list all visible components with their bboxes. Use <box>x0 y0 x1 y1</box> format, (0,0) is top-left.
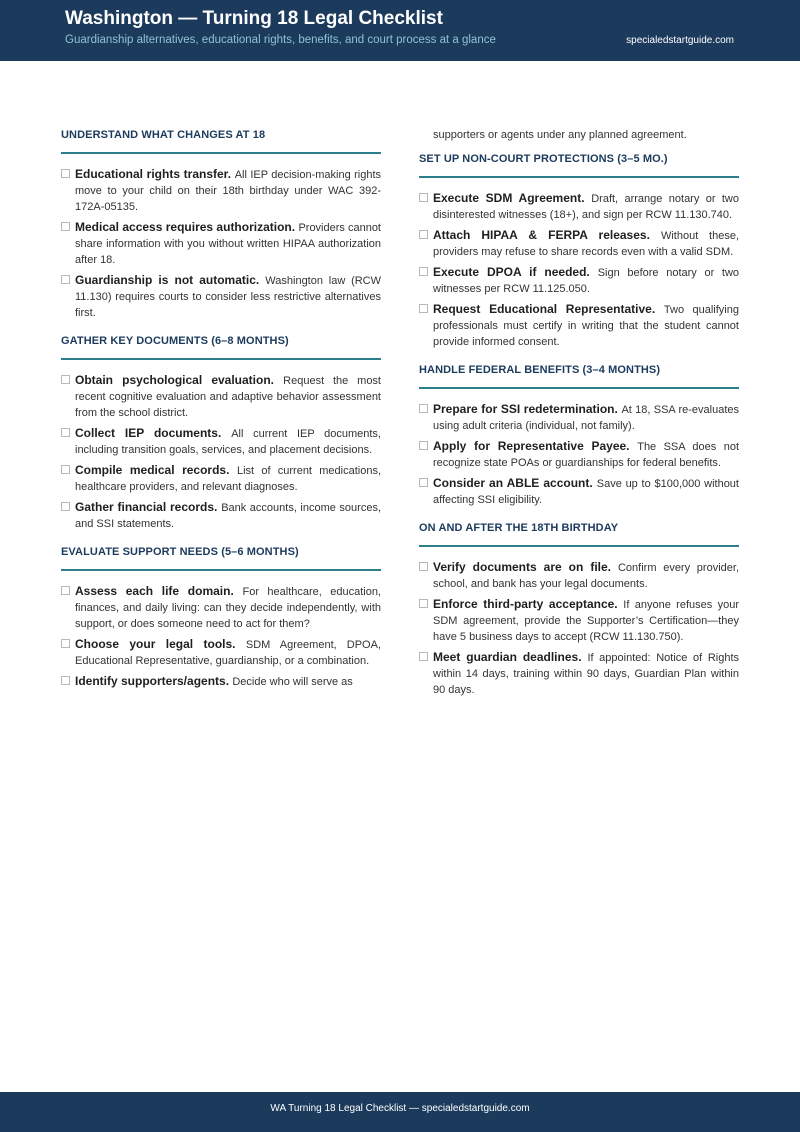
item-title: Apply for Representative Payee. <box>433 439 638 453</box>
item-text: Bank accounts, income sources, and SSI statements. <box>75 502 382 530</box>
item-title: Guardianship is not automatic. <box>75 273 266 287</box>
section-after-18th-birthday <box>419 522 739 698</box>
checkbox[interactable] <box>61 676 70 685</box>
checklist-item <box>419 401 739 434</box>
right-column <box>419 129 739 712</box>
item-text: Request the most recent cognitive evaluation and adaptive behavior assessment from the school district. <box>75 375 381 419</box>
item-text: Providers cannot share information with you without written HIPAA authorization after 18. <box>75 222 381 266</box>
page-subtitle: Guardianship alternatives, educational rights, benefits, and court process at a glance <box>65 34 496 46</box>
item-text: All current IEP documents, including transition goals, services, and placement decisions. <box>75 428 381 456</box>
item-text: The SSA does not recognize state POAs or guardianships for federal benefits. <box>433 441 739 469</box>
page-header <box>0 0 800 61</box>
item-title: Attach HIPAA & FERPA releases. <box>433 228 661 242</box>
checklist-item <box>419 438 739 471</box>
checklist-item <box>419 596 739 645</box>
section-title: HANDLE FEDERAL BENEFITS (3–4 MONTHS) <box>419 364 739 389</box>
item-text: Without these, providers may refuse to share records even with a valid SDM. <box>433 230 739 258</box>
footer-text: WA Turning 18 Legal Checklist — specialedstartguide.com <box>270 1103 530 1114</box>
checklist-item <box>61 372 381 421</box>
checkbox[interactable] <box>419 193 428 202</box>
checkbox[interactable] <box>419 230 428 239</box>
item-title: Compile medical records. <box>75 463 237 477</box>
header-url: specialedstartguide.com <box>626 35 734 46</box>
item-title: Execute DPOA if needed. <box>433 265 598 279</box>
checklist-item <box>61 272 381 321</box>
checklist-item <box>61 636 381 669</box>
checklist-item <box>419 227 739 260</box>
item-title: Educational rights transfer. <box>75 167 235 181</box>
checklist-item <box>419 301 739 350</box>
item-text: For healthcare, education, finances, and daily living: can they decide independently, with support, or does someone need to act for them? <box>75 586 381 630</box>
section-understand-changes <box>61 129 381 321</box>
item-text: All IEP decision-making rights move to your child on their 18th birthday under WAC 392-172A-05135. <box>75 169 381 213</box>
checklist-item <box>61 462 381 495</box>
item-text: List of current medications, healthcare providers, and relevant diagnoses. <box>75 465 381 493</box>
checkbox[interactable] <box>61 465 70 474</box>
item-text: Decide who will serve as <box>232 676 353 688</box>
checkbox[interactable] <box>419 404 428 413</box>
left-column <box>61 129 381 704</box>
item-title: Request Educational Representative. <box>433 302 664 316</box>
item-title: Enforce third-party acceptance. <box>433 597 624 611</box>
checkbox[interactable] <box>419 562 428 571</box>
section-evaluate-support <box>61 546 381 690</box>
checklist-item <box>61 219 381 268</box>
checklist-item <box>419 264 739 297</box>
checklist-item <box>419 649 739 698</box>
checkbox[interactable] <box>61 586 70 595</box>
section-title: EVALUATE SUPPORT NEEDS (5–6 MONTHS) <box>61 546 381 571</box>
checklist-item <box>61 583 381 632</box>
item-text: Draft, arrange notary or two disinterested witnesses (18+), and sign per RCW 11.130.740. <box>433 193 739 221</box>
item-title: Choose your legal tools. <box>75 637 246 651</box>
item-text: If anyone refuses your SDM agreement, provide the Supporter’s Certification—they have 5 business days to accept (RCW 11.130.750). <box>433 599 740 643</box>
item-title: Consider an ABLE account. <box>433 476 597 490</box>
section-title: GATHER KEY DOCUMENTS (6–8 MONTHS) <box>61 335 381 360</box>
checkbox[interactable] <box>61 169 70 178</box>
checkbox[interactable] <box>61 222 70 231</box>
checkbox[interactable] <box>61 275 70 284</box>
item-text: Sign before notary or two witnesses per RCW 11.125.050. <box>433 267 740 295</box>
item-text: Confirm every provider, school, and bank has your legal documents. <box>433 562 739 590</box>
checkbox[interactable] <box>61 428 70 437</box>
checkbox[interactable] <box>61 639 70 648</box>
item-title: Medical access requires authorization. <box>75 220 299 234</box>
checklist-item <box>61 499 381 532</box>
page-footer <box>0 1092 800 1132</box>
item-text: If appointed: Notice of Rights within 14 days, training within 90 days, Guardian Plan within 90 days. <box>433 652 739 696</box>
continued-text: supporters or agents under any planned agreement. <box>433 129 687 141</box>
item-title: Execute SDM Agreement. <box>433 191 592 205</box>
item-title: Prepare for SSI redetermination. <box>433 402 622 416</box>
section-non-court-protections <box>419 153 739 350</box>
checkbox[interactable] <box>61 502 70 511</box>
section-title: SET UP NON-COURT PROTECTIONS (3–5 MO.) <box>419 153 739 178</box>
checkbox[interactable] <box>419 652 428 661</box>
item-text: At 18, SSA re-evaluates using adult criteria (individual, not family). <box>433 404 740 432</box>
section-title: ON AND AFTER THE 18TH BIRTHDAY <box>419 522 739 547</box>
item-title: Collect IEP documents. <box>75 426 232 440</box>
item-title: Meet guardian deadlines. <box>433 650 588 664</box>
checklist-item <box>61 425 381 458</box>
item-text: Washington law (RCW 11.130) requires courts to consider less restrictive alternatives first. <box>75 275 381 319</box>
checkbox[interactable] <box>419 478 428 487</box>
item-title: Gather financial records. <box>75 500 222 514</box>
checklist-item <box>419 559 739 592</box>
checkbox[interactable] <box>419 441 428 450</box>
section-title: UNDERSTAND WHAT CHANGES AT 18 <box>61 129 381 154</box>
checklist-item <box>419 190 739 223</box>
item-text: SDM Agreement, DPOA, Educational Representative, guardianship, or a combination. <box>75 639 382 667</box>
checkbox[interactable] <box>61 375 70 384</box>
checklist-item <box>419 475 739 508</box>
item-title: Obtain psychological evaluation. <box>75 373 284 387</box>
item-title: Assess each life domain. <box>75 584 243 598</box>
section-gather-documents <box>61 335 381 532</box>
checkbox[interactable] <box>419 267 428 276</box>
checklist-item <box>61 166 381 215</box>
section-federal-benefits <box>419 364 739 508</box>
page-title: Washington — Turning 18 Legal Checklist <box>65 8 443 29</box>
item-text: Two qualifying professionals must certify in writing that the student cannot provide informed consent. <box>433 304 739 348</box>
item-title: Identify supporters/agents. <box>75 674 233 688</box>
item-title: Verify documents are on file. <box>433 560 618 574</box>
checklist-item <box>61 673 381 690</box>
checkbox[interactable] <box>419 304 428 313</box>
checkbox[interactable] <box>419 599 428 608</box>
item-text: Save up to $100,000 without affecting SSI eligibility. <box>433 478 739 506</box>
